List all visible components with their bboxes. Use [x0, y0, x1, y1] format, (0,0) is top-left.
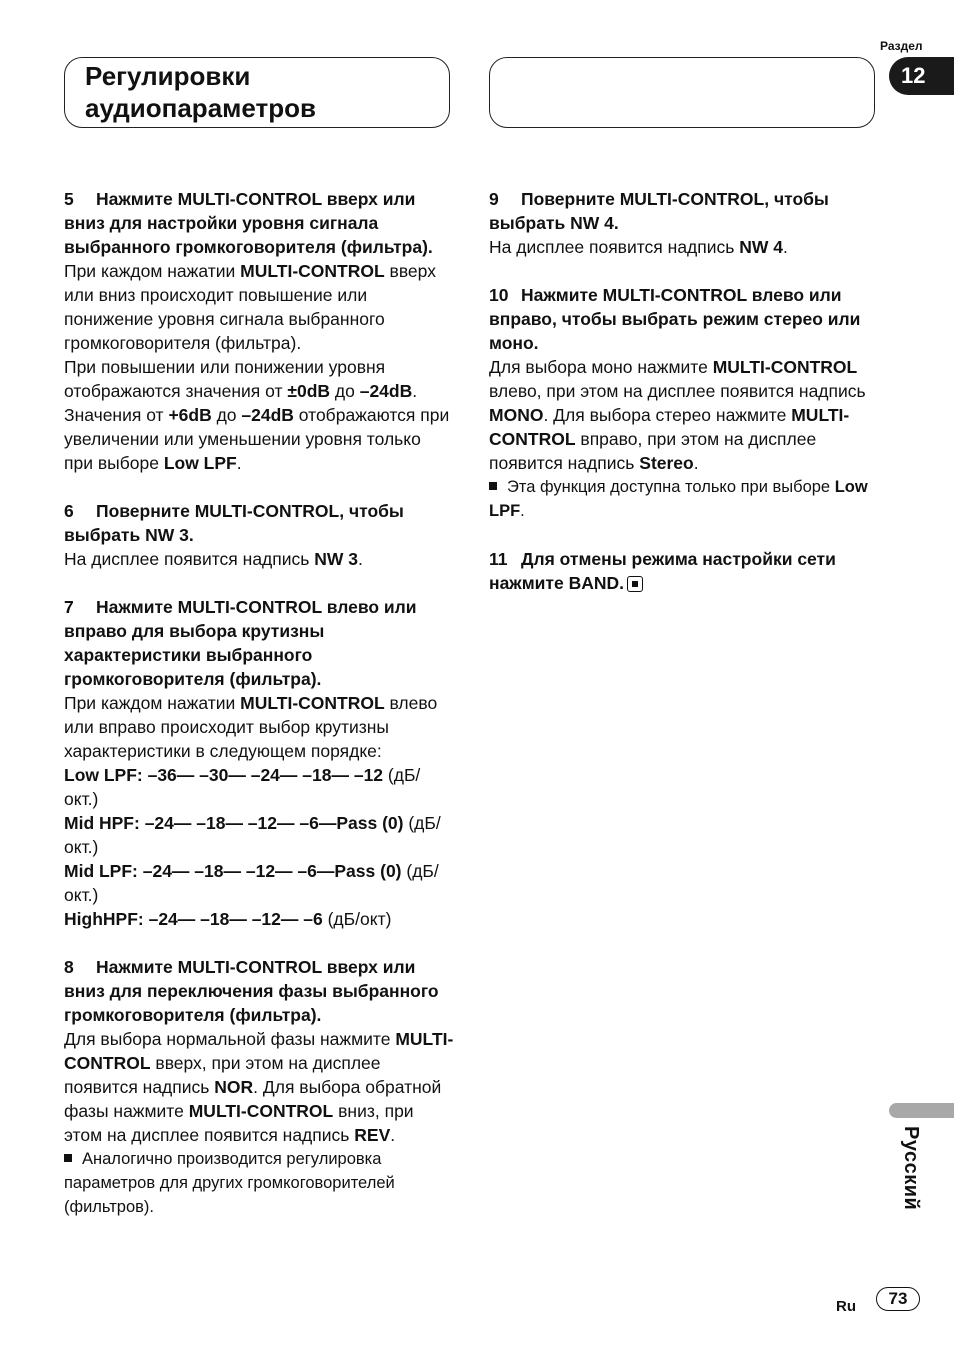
left-column — [64, 187, 454, 1243]
step-heading: 6 Поверните MULTI-CONTROL, чтобы выбрать NW 3. — [64, 501, 404, 545]
language-code: Ru — [836, 1298, 856, 1315]
section-number-badge: 12 — [889, 57, 954, 95]
step-10 — [489, 283, 875, 523]
step-text: При повышении или понижении уровня отображаются значения от ±0dB до –24dB. — [64, 357, 418, 401]
step-heading: 9 Поверните MULTI-CONTROL, чтобы выбрать NW 4. — [489, 189, 829, 233]
bullet-square-icon — [489, 482, 497, 490]
step-6 — [64, 499, 454, 571]
step-8 — [64, 955, 454, 1219]
end-mark-icon — [627, 576, 643, 592]
step-5 — [64, 187, 454, 475]
step-text: На дисплее появится надпись NW 3. — [64, 549, 363, 569]
chapter-title: Регулировки аудиопараметров — [85, 61, 316, 123]
step-text: Значения от +6dB до –24dB отображаются при увеличении или уменьшении уровня только при выборе Low LPF. — [64, 405, 450, 473]
empty-header-box — [489, 57, 875, 128]
step-heading: 7 Нажмите MULTI-CONTROL влево или вправо для выбора крутизны характеристики выбранного громкоговорителя (фильтра). — [64, 597, 417, 689]
slope-list-item: HighHPF: –24— –18— –12— –6 (дБ/окт) — [64, 909, 392, 929]
slope-list-item: Mid HPF: –24— –18— –12— –6—Pass (0) (дБ/окт.) — [64, 813, 441, 857]
step-text: При каждом нажатии MULTI-CONTROL влево или вправо происходит выбор крутизны характеристики в следующем порядке: — [64, 693, 438, 761]
step-text: Для выбора нормальной фазы нажмите MULTI-CONTROL вверх, при этом на дисплее появится надпись NOR. Для выбора обратной фазы нажмите MULTI-CONTROL вниз, при этом на дисплее появится надпись REV. — [64, 1029, 454, 1145]
step-heading: 10 Нажмите MULTI-CONTROL влево или вправо, чтобы выбрать режим стерео или моно. — [489, 285, 861, 353]
step-text: Для выбора моно нажмите MULTI-CONTROL влево, при этом на дисплее появится надпись MONO. Для выбора стерео нажмите MULTI-CONTROL вправо, при этом на дисплее появится надпись Stereo. — [489, 357, 866, 473]
step-9 — [489, 187, 875, 259]
note: Аналогично производится регулировка параметров для других громкоговорителей (фильтров). — [64, 1150, 395, 1216]
language-tab-bar — [889, 1103, 954, 1118]
slope-list-item: Low LPF: –36— –30— –24— –18— –12 (дБ/окт.) — [64, 765, 421, 809]
right-column — [489, 187, 875, 619]
step-heading: 5 Нажмите MULTI-CONTROL вверх или вниз для настройки уровня сигнала выбранного громкоговорителя (фильтра). — [64, 189, 433, 257]
language-label: Русский — [900, 1126, 922, 1211]
page-number: 73 — [876, 1287, 920, 1311]
step-text: На дисплее появится надпись NW 4. — [489, 237, 788, 257]
note: Эта функция доступна только при выборе Low LPF. — [489, 478, 868, 520]
step-heading: 8 Нажмите MULTI-CONTROL вверх или вниз для переключения фазы выбранного громкоговорителя (фильтра). — [64, 957, 439, 1025]
step-text: При каждом нажатии MULTI-CONTROL вверх или вниз происходит повышение или понижение уровня сигнала выбранного громкоговорителя (фильтра). — [64, 261, 436, 353]
slope-list-item: Mid LPF: –24— –18— –12— –6—Pass (0) (дБ/окт.) — [64, 861, 439, 905]
bullet-square-icon — [64, 1154, 72, 1162]
step-heading: 11 Для отмены режима настройки сети нажмите BAND. — [489, 549, 836, 593]
chapter-title-box — [64, 57, 450, 128]
section-label: Раздел — [880, 39, 923, 53]
step-11 — [489, 547, 875, 595]
step-7 — [64, 595, 454, 931]
